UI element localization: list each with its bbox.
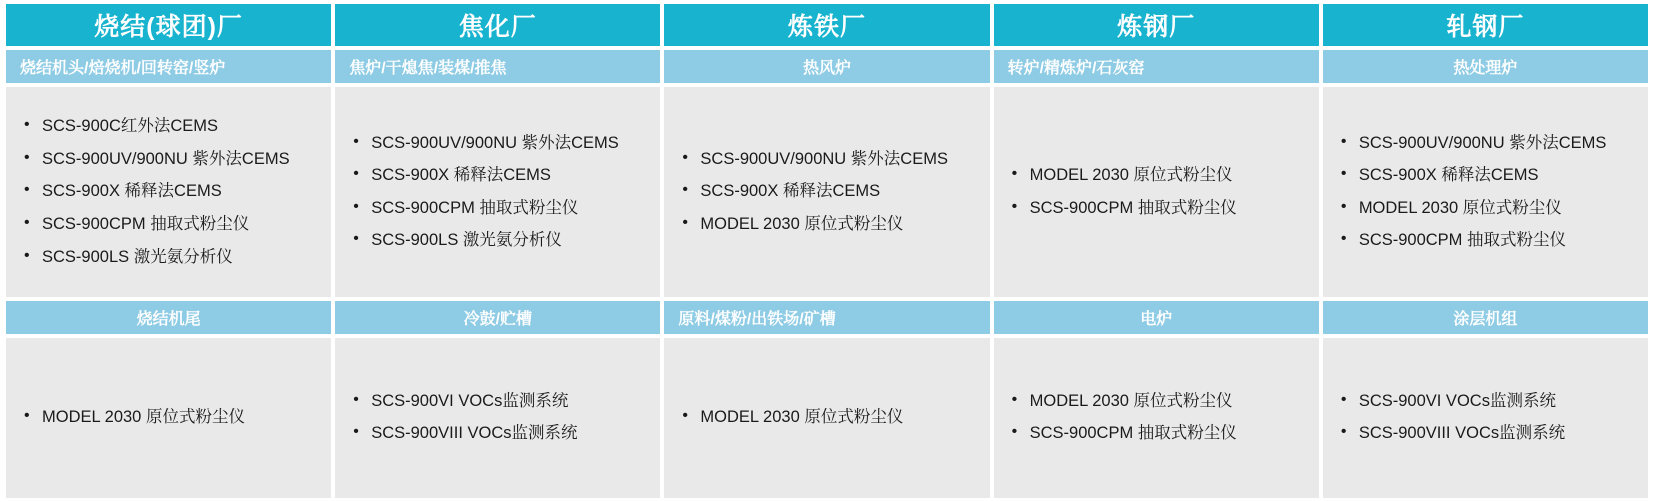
- list-item: • SCS-900CPM 抽取式粉尘仪: [349, 196, 654, 222]
- plant-column: [6, 4, 331, 498]
- product-list-box: [335, 338, 660, 498]
- process-subtitle: 电炉: [994, 301, 1319, 334]
- product-list-box: [664, 338, 989, 498]
- product-list-box: [994, 338, 1319, 498]
- process-subtitle: 转炉/精炼炉/石灰窑: [994, 50, 1319, 83]
- plant-title: 轧钢厂: [1323, 4, 1648, 46]
- product-list: [1337, 382, 1642, 454]
- list-item: • SCS-900VI VOCs监测系统: [349, 389, 654, 415]
- list-item: • SCS-900X 稀释法CEMS: [678, 179, 983, 205]
- list-item: • SCS-900VIII VOCs监测系统: [1337, 421, 1642, 447]
- list-item: • SCS-900UV/900NU 紫外法CEMS: [678, 147, 983, 173]
- product-list: [1008, 156, 1313, 228]
- list-item: • MODEL 2030 原位式粉尘仪: [1008, 389, 1313, 415]
- plant-title: 炼铁厂: [664, 4, 989, 46]
- list-item: • SCS-900CPM 抽取式粉尘仪: [1337, 228, 1642, 254]
- product-list-box: [1323, 338, 1648, 498]
- process-subtitle: 热处理炉: [1323, 50, 1648, 83]
- product-list-box: [6, 87, 331, 297]
- plant-title: 焦化厂: [335, 4, 660, 46]
- list-item: • SCS-900UV/900NU 紫外法CEMS: [20, 147, 325, 173]
- plant-title: 烧结(球团)厂: [6, 4, 331, 46]
- plant-column: [994, 4, 1319, 498]
- product-list: [678, 140, 983, 245]
- list-item: • MODEL 2030 原位式粉尘仪: [1008, 163, 1313, 189]
- product-list: [678, 398, 983, 438]
- process-subtitle: 烧结机头/焙烧机/回转窑/竖炉: [6, 50, 331, 83]
- list-item: • MODEL 2030 原位式粉尘仪: [1337, 196, 1642, 222]
- plant-column: [664, 4, 989, 498]
- product-list: [1008, 382, 1313, 454]
- list-item: • SCS-900CPM 抽取式粉尘仪: [1008, 196, 1313, 222]
- list-item: • SCS-900X 稀释法CEMS: [20, 179, 325, 205]
- list-item: • SCS-900LS 激光氨分析仪: [20, 245, 325, 271]
- process-subtitle: 涂层机组: [1323, 301, 1648, 334]
- product-list: [349, 124, 654, 261]
- list-item: • SCS-900X 稀释法CEMS: [349, 163, 654, 189]
- list-item: • MODEL 2030 原位式粉尘仪: [678, 212, 983, 238]
- list-item: • SCS-900X 稀释法CEMS: [1337, 163, 1642, 189]
- list-item: • SCS-900UV/900NU 紫外法CEMS: [1337, 131, 1642, 157]
- product-list-box: [994, 87, 1319, 297]
- plant-column: [335, 4, 660, 498]
- list-item: • SCS-900UV/900NU 紫外法CEMS: [349, 131, 654, 157]
- list-item: • SCS-900LS 激光氨分析仪: [349, 228, 654, 254]
- product-list-box: [335, 87, 660, 297]
- list-item: • SCS-900CPM 抽取式粉尘仪: [20, 212, 325, 238]
- process-subtitle: 焦炉/干熄焦/装煤/推焦: [335, 50, 660, 83]
- product-list: [349, 382, 654, 454]
- product-list: [1337, 124, 1642, 261]
- list-item: • SCS-900VIII VOCs监测系统: [349, 421, 654, 447]
- list-item: • SCS-900VI VOCs监测系统: [1337, 389, 1642, 415]
- process-subtitle: 烧结机尾: [6, 301, 331, 334]
- list-item: • SCS-900C红外法CEMS: [20, 114, 325, 140]
- plant-title: 炼钢厂: [994, 4, 1319, 46]
- list-item: • MODEL 2030 原位式粉尘仪: [20, 405, 325, 431]
- product-list-box: [1323, 87, 1648, 297]
- product-list-box: [6, 338, 331, 498]
- plant-column: [1323, 4, 1648, 498]
- product-list-box: [664, 87, 989, 297]
- list-item: • SCS-900CPM 抽取式粉尘仪: [1008, 421, 1313, 447]
- product-list: [20, 107, 325, 277]
- process-subtitle: 热风炉: [664, 50, 989, 83]
- process-subtitle: 原料/煤粉/出铁场/矿槽: [664, 301, 989, 334]
- process-subtitle: 冷鼓/贮槽: [335, 301, 660, 334]
- list-item: • MODEL 2030 原位式粉尘仪: [678, 405, 983, 431]
- product-list: [20, 398, 325, 438]
